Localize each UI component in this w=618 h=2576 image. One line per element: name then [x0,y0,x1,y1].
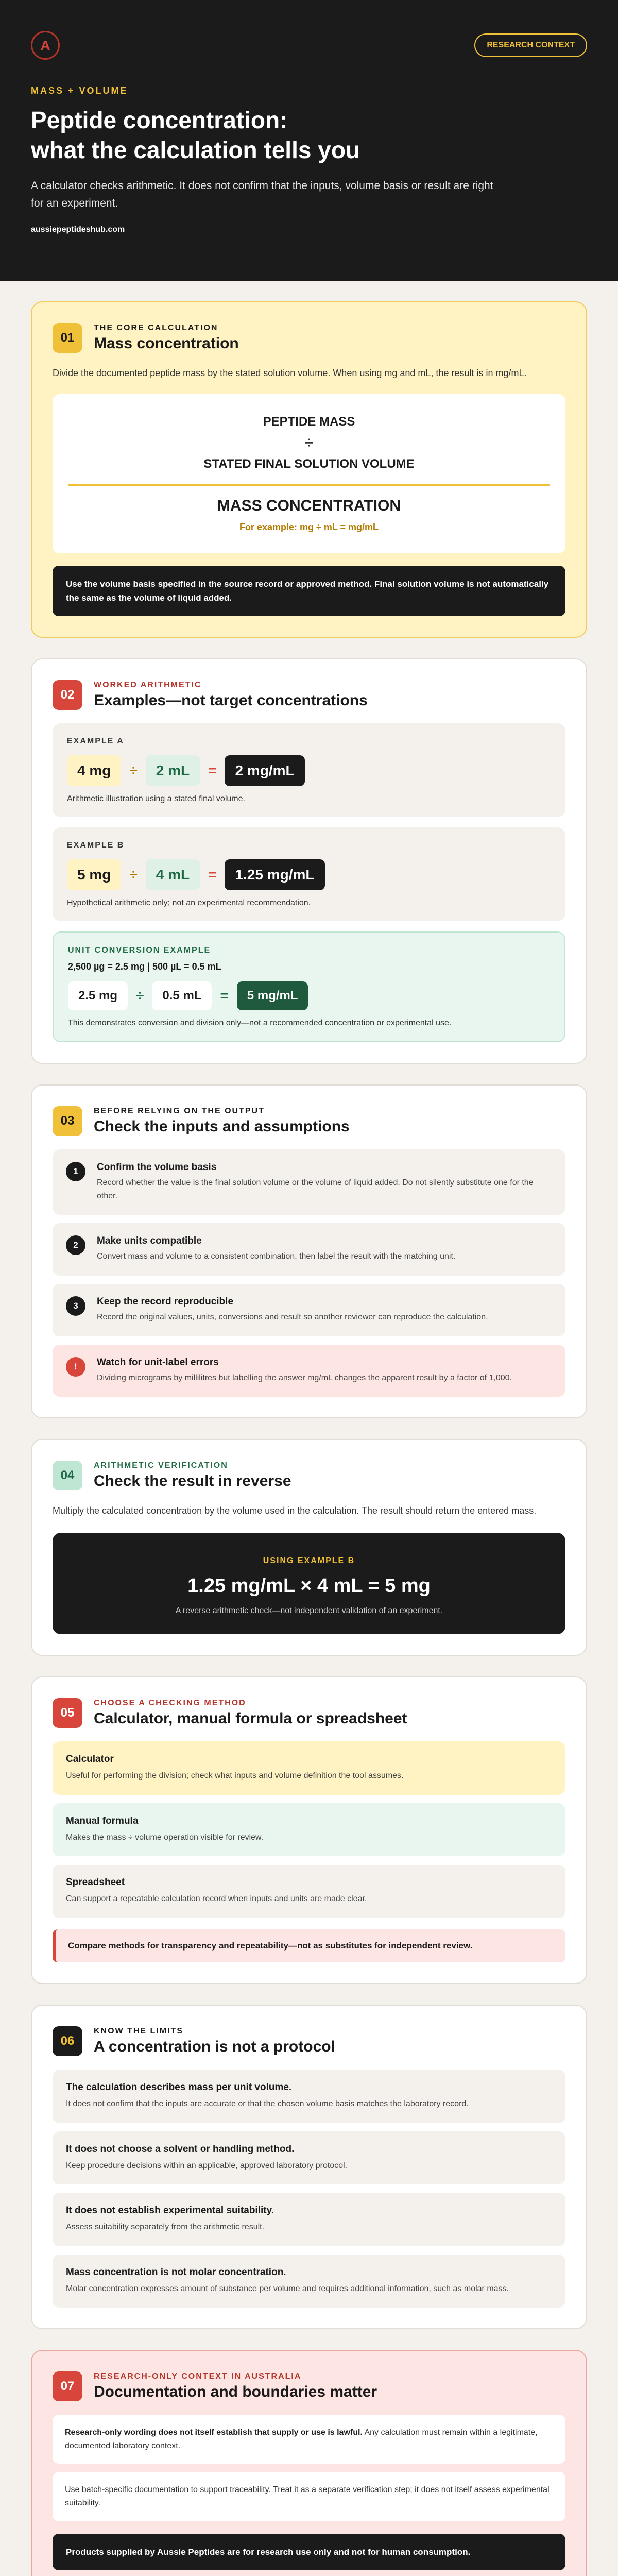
formula-example: For example: mg ÷ mL = mg/mL [239,521,379,532]
main-content [0,281,618,2576]
brand-logo[interactable]: A [31,31,60,60]
section-lead: Divide the documented peptide mass by the stated solution volume. When using mg and mL, the result is in mg/mL. [53,368,527,378]
section-header [53,1698,565,1728]
limit-text: Molar concentration expresses amount of substance per volume and requires additional information, such as molar mass. [66,2284,509,2293]
example-label: UNIT CONVERSION EXAMPLE [68,946,211,955]
page-title-line2: what the calculation tells you [31,136,360,163]
example-equation [68,981,550,1010]
section-kicker: BEFORE RELYING ON THE OUTPUT [94,1107,265,1116]
section-header [53,323,565,353]
equals-icon: = [208,762,217,779]
section-kicker: CHOOSE A CHECKING METHOD [94,1699,246,1708]
step-heading: Confirm the volume basis [97,1162,217,1173]
limit-heading: Mass concentration is not molar concentration. [66,2266,286,2278]
example-label: EXAMPLE A [67,737,124,746]
divide-icon: ÷ [129,867,138,883]
panel-kicker: USING EXAMPLE B [263,1556,355,1566]
section-reverse-check [31,1439,587,1656]
step-heading: Make units compatible [97,1235,202,1247]
section-limits [31,2005,587,2329]
example-note: Arithmetic illustration using a stated final volume. [67,794,245,804]
step-text: Record the original values, units, conversions and result so another reviewer can reproduce the calculation. [97,1313,488,1322]
research-context-badge: RESEARCH CONTEXT [474,33,587,57]
section-number: 02 [53,680,82,710]
result-chip: 5 mg/mL [237,981,308,1010]
hero-eyebrow: MASS + VOLUME [31,86,128,96]
limit-heading: The calculation describes mass per unit volume. [66,2081,292,2093]
formula-numerator: PEPTIDE MASS [263,414,355,429]
section-kicker: RESEARCH-ONLY CONTEXT IN AUSTRALIA [94,2372,302,2381]
section-title: Calculator, manual formula or spreadsheet [94,1710,407,1727]
method-heading: Spreadsheet [66,1877,125,1888]
checklist-step [53,1284,565,1336]
mass-chip: 2.5 mg [68,981,128,1010]
method-manual-formula [53,1803,565,1857]
example-note: This demonstrates conversion and division only—not a recommended concentration or experimental use. [68,1019,452,1028]
reverse-equation: 1.25 mg/mL × 4 mL = 5 mg [187,1575,431,1597]
section-kicker: WORKED ARITHMETIC [94,681,202,690]
volume-basis-notice: Use the volume basis specified in the source record or approved method. Final solution volume is not automatically the same as the volume of liquid added. [53,566,565,616]
step-text: Convert mass and volume to a consistent combination, then label the result with the matching unit. [97,1252,456,1261]
section-title: Examples—not target concentrations [94,692,368,709]
page-title-line1: Peptide concentration: [31,107,288,133]
section-header [53,2371,565,2401]
volume-chip: 4 mL [146,859,200,890]
checklist-step [53,1223,565,1276]
section-check-inputs [31,1084,587,1418]
step-number: 2 [66,1235,85,1255]
step-text: Dividing micrograms by millilitres but labelling the answer mg/mL changes the apparent result by a factor of 1,000. [97,1373,512,1382]
conversion-line: 2,500 µg = 2.5 mg | 500 µL = 0.5 mL [68,961,221,972]
section-header [53,680,565,710]
method-warning: Compare methods for transparency and repeatability—not as substitutes for independent review. [53,1929,565,1962]
hero [0,0,618,281]
section-number: 03 [53,1106,82,1136]
step-heading: Keep the record reproducible [97,1296,234,1308]
step-number: 3 [66,1296,85,1316]
section-title: Check the result in reverse [94,1472,291,1490]
method-spreadsheet [53,1865,565,1918]
section-kicker: THE CORE CALCULATION [94,324,218,332]
divide-icon: ÷ [304,434,314,451]
limit-heading: It does not establish experimental suitability. [66,2205,274,2216]
section-header [53,1106,565,1136]
section-title: A concentration is not a protocol [94,2038,335,2055]
top-bar [31,31,587,60]
limit-item [53,2131,565,2185]
step-number: 1 [66,1162,85,1181]
example-b [53,827,565,921]
page-title [31,106,587,165]
limit-item [53,2193,565,2246]
formula-box [53,394,565,553]
example-a [53,723,565,817]
equals-icon: = [220,988,229,1004]
section-kicker: ARITHMETIC VERIFICATION [94,1461,228,1470]
section-title: Mass concentration [94,335,239,352]
reverse-check-panel [53,1533,565,1634]
panel-note: A reverse arithmetic check—not independent validation of an experiment. [175,1606,443,1616]
section-number: 05 [53,1698,82,1728]
section-title: Check the inputs and assumptions [94,1118,350,1136]
method-text: Can support a repeatable calculation record when inputs and units are made clear. [66,1894,367,1904]
limit-heading: It does not choose a solvent or handling method. [66,2143,295,2155]
section-title: Documentation and boundaries matter [94,2383,377,2401]
example-label: EXAMPLE B [67,841,125,850]
volume-chip: 0.5 mL [152,981,212,1010]
limit-item [53,2070,565,2123]
site-link[interactable]: aussiepeptideshub.com [31,225,125,234]
formula-denominator: STATED FINAL SOLUTION VOLUME [203,456,415,471]
checklist-warning [53,1345,565,1397]
section-kicker: KNOW THE LIMITS [94,2026,183,2036]
method-heading: Manual formula [66,1815,139,1826]
example-equation [67,859,551,890]
volume-chip: 2 mL [146,755,200,786]
section-header [53,2026,565,2056]
section-research-context [31,2350,587,2576]
result-chip: 2 mg/mL [225,755,304,786]
checklist-step [53,1149,565,1215]
section-number: 01 [53,323,82,353]
section-header [53,1461,565,1490]
documentation-note: Use batch-specific documentation to support traceability. Treat it as a separate verification step; it does not itself assess experimental suitability. [53,2472,565,2521]
method-text: Makes the mass ÷ volume operation visible for review. [66,1833,264,1842]
alert-icon: ! [66,1357,85,1377]
limit-text: Keep procedure decisions within an applicable, approved laboratory protocol. [66,2161,348,2170]
result-chip: 1.25 mg/mL [225,859,324,890]
step-heading: Watch for unit-label errors [97,1357,219,1368]
research-note [53,2415,565,2464]
equals-icon: = [208,867,217,883]
method-calculator [53,1741,565,1795]
mass-chip: 4 mg [67,755,121,786]
section-worked-arithmetic [31,658,587,1064]
hero-intro: A calculator checks arithmetic. It does not confirm that the inputs, volume basis or result are right for an experiment. [31,180,493,209]
section-number: 07 [53,2371,82,2401]
unit-conversion-example [53,931,565,1042]
formula-result: MASS CONCENTRATION [217,497,401,514]
mass-chip: 5 mg [67,859,121,890]
research-note-bold: Research-only wording does not itself establish that supply or use is lawful. [65,2428,363,2437]
method-heading: Calculator [66,1754,114,1765]
section-number: 04 [53,1461,82,1490]
research-note-text: Any calculation must remain within a legitimate, documented laboratory context. [65,2428,538,2450]
method-text: Useful for performing the division; check what inputs and volume definition the tool assumes. [66,1771,404,1781]
section-number: 06 [53,2026,82,2056]
example-equation [67,755,551,786]
step-text: Record whether the value is the final solution volume or the volume of liquid added. Do not silently substitute one for the other. [97,1178,534,1200]
section-checking-method [31,1676,587,1984]
section-lead: Multiply the calculated concentration by the volume used in the calculation. The result should return the entered mass. [53,1505,537,1516]
limit-text: Assess suitability separately from the arithmetic result. [66,2223,265,2232]
research-use-notice: Products supplied by Aussie Peptides are for research use only and not for human consumption. [53,2534,565,2570]
formula-divider [68,484,550,486]
limit-text: It does not confirm that the inputs are accurate or that the chosen volume basis matches the laboratory record. [66,2099,469,2108]
section-core-calculation [31,301,587,638]
example-note: Hypothetical arithmetic only; not an experimental recommendation. [67,899,311,908]
limit-item [53,2255,565,2308]
divide-icon: ÷ [136,988,144,1004]
divide-icon: ÷ [129,762,138,779]
